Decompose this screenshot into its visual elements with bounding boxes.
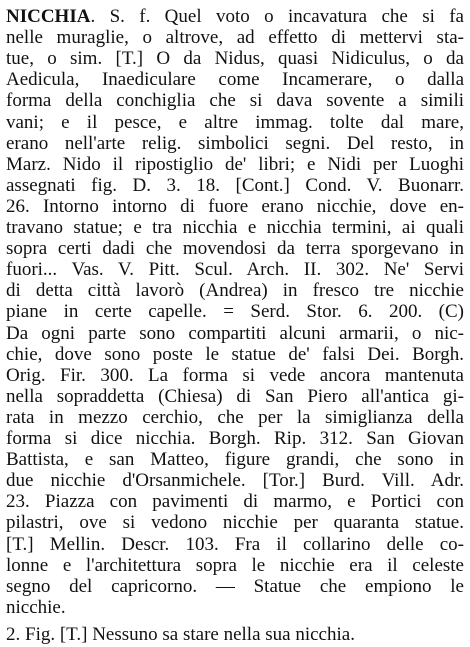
entry-line: pilastri, ove si vedono nicchie per quaranta statue. (6, 512, 464, 534)
entry-line: due nicchie d'Orsanmichele. [Tor.] Burd. Vill. Adr. (6, 470, 464, 492)
entry-line: Marz. Nido il ripostiglio de' libri; e Nidi per Luoghi (6, 153, 464, 175)
entry-line: assegnati fig. D. 3. 18. [Cont.] Cond. V. Buonarr. (6, 174, 464, 196)
entry-line: 2. Fig. [T.] Nessuno sa stare nella sua nicchia. (6, 623, 355, 645)
entry-line: 23. Piazza con pavimenti di marmo, e Portici con (6, 491, 464, 513)
entry-line: nella sopraddetta (Chiesa) di San Piero all'antica gi- (6, 385, 464, 407)
entry-line: travano statue; e tra nicchia e nicchia termini, ai quali (6, 217, 464, 238)
entry-line: Battista, e san Matteo, figure grandi, che sono in (6, 449, 464, 471)
entry-line: piane in certe capelle. = Serd. Stor. 6. 200. (C) (6, 301, 464, 323)
entry-line: Aedicula, Inaediculare come Incamerare, o dalla (6, 69, 464, 91)
entry-line: [T.] Mellin. Descr. 103. Fra il collarino delle co- (6, 533, 464, 555)
entry-line: rata in mezzo cerchio, che per la simiglianza della (6, 406, 464, 428)
entry-line: segno del capricorno. — Statue che empiono le (6, 575, 464, 597)
entry-line: Da ogni parte sono compartiti alcuni armarii, o nic- (6, 322, 464, 344)
entry-line: sopra certi dadi che movendosi da terra sporgevano in (6, 238, 464, 260)
entry-line: di detta città lavorò (Andrea) in fresco tre nicchie (6, 280, 464, 302)
entry-line: lonne e l'architettura sopra le nicchie era il celeste (6, 554, 464, 576)
entry-line: tue, o sim. [T.] O da Nidus, quasi Nidiculus, o da (6, 48, 464, 70)
entry-line: Orig. Fir. 300. La forma si vede ancora mantenuta (6, 364, 464, 386)
entry-line: 26. Intorno intorno di fuore erano nicchie, dove en- (6, 195, 464, 217)
entry-line: vani; e il pesce, e altre immag. tolte dal mare, (6, 111, 464, 133)
entry-line: nelle muraglie, o altrove, ad effetto di mettervi sta- (6, 27, 464, 49)
entry-line: forma si dice nicchia. Borgh. Rip. 312. San Giovan (6, 428, 464, 449)
entry-line: nicchie. (6, 596, 66, 618)
entry-line: NICCHIA. S. f. Quel voto o incavatura che si fa (6, 6, 464, 27)
entry-line: chie, dove sono poste le statue de' falsi Dei. Borgh. (6, 343, 464, 365)
entry-line: forma della conchiglia che si dava sovente a simili (6, 90, 464, 112)
entry-line: erano nell'arte relig. simbolici segni. Del resto, in (6, 132, 464, 154)
entry-line: fuori... Vas. V. Pitt. Scul. Arch. II. 302. Ne' Servi (6, 259, 464, 281)
headword: NICCHIA (6, 6, 91, 27)
